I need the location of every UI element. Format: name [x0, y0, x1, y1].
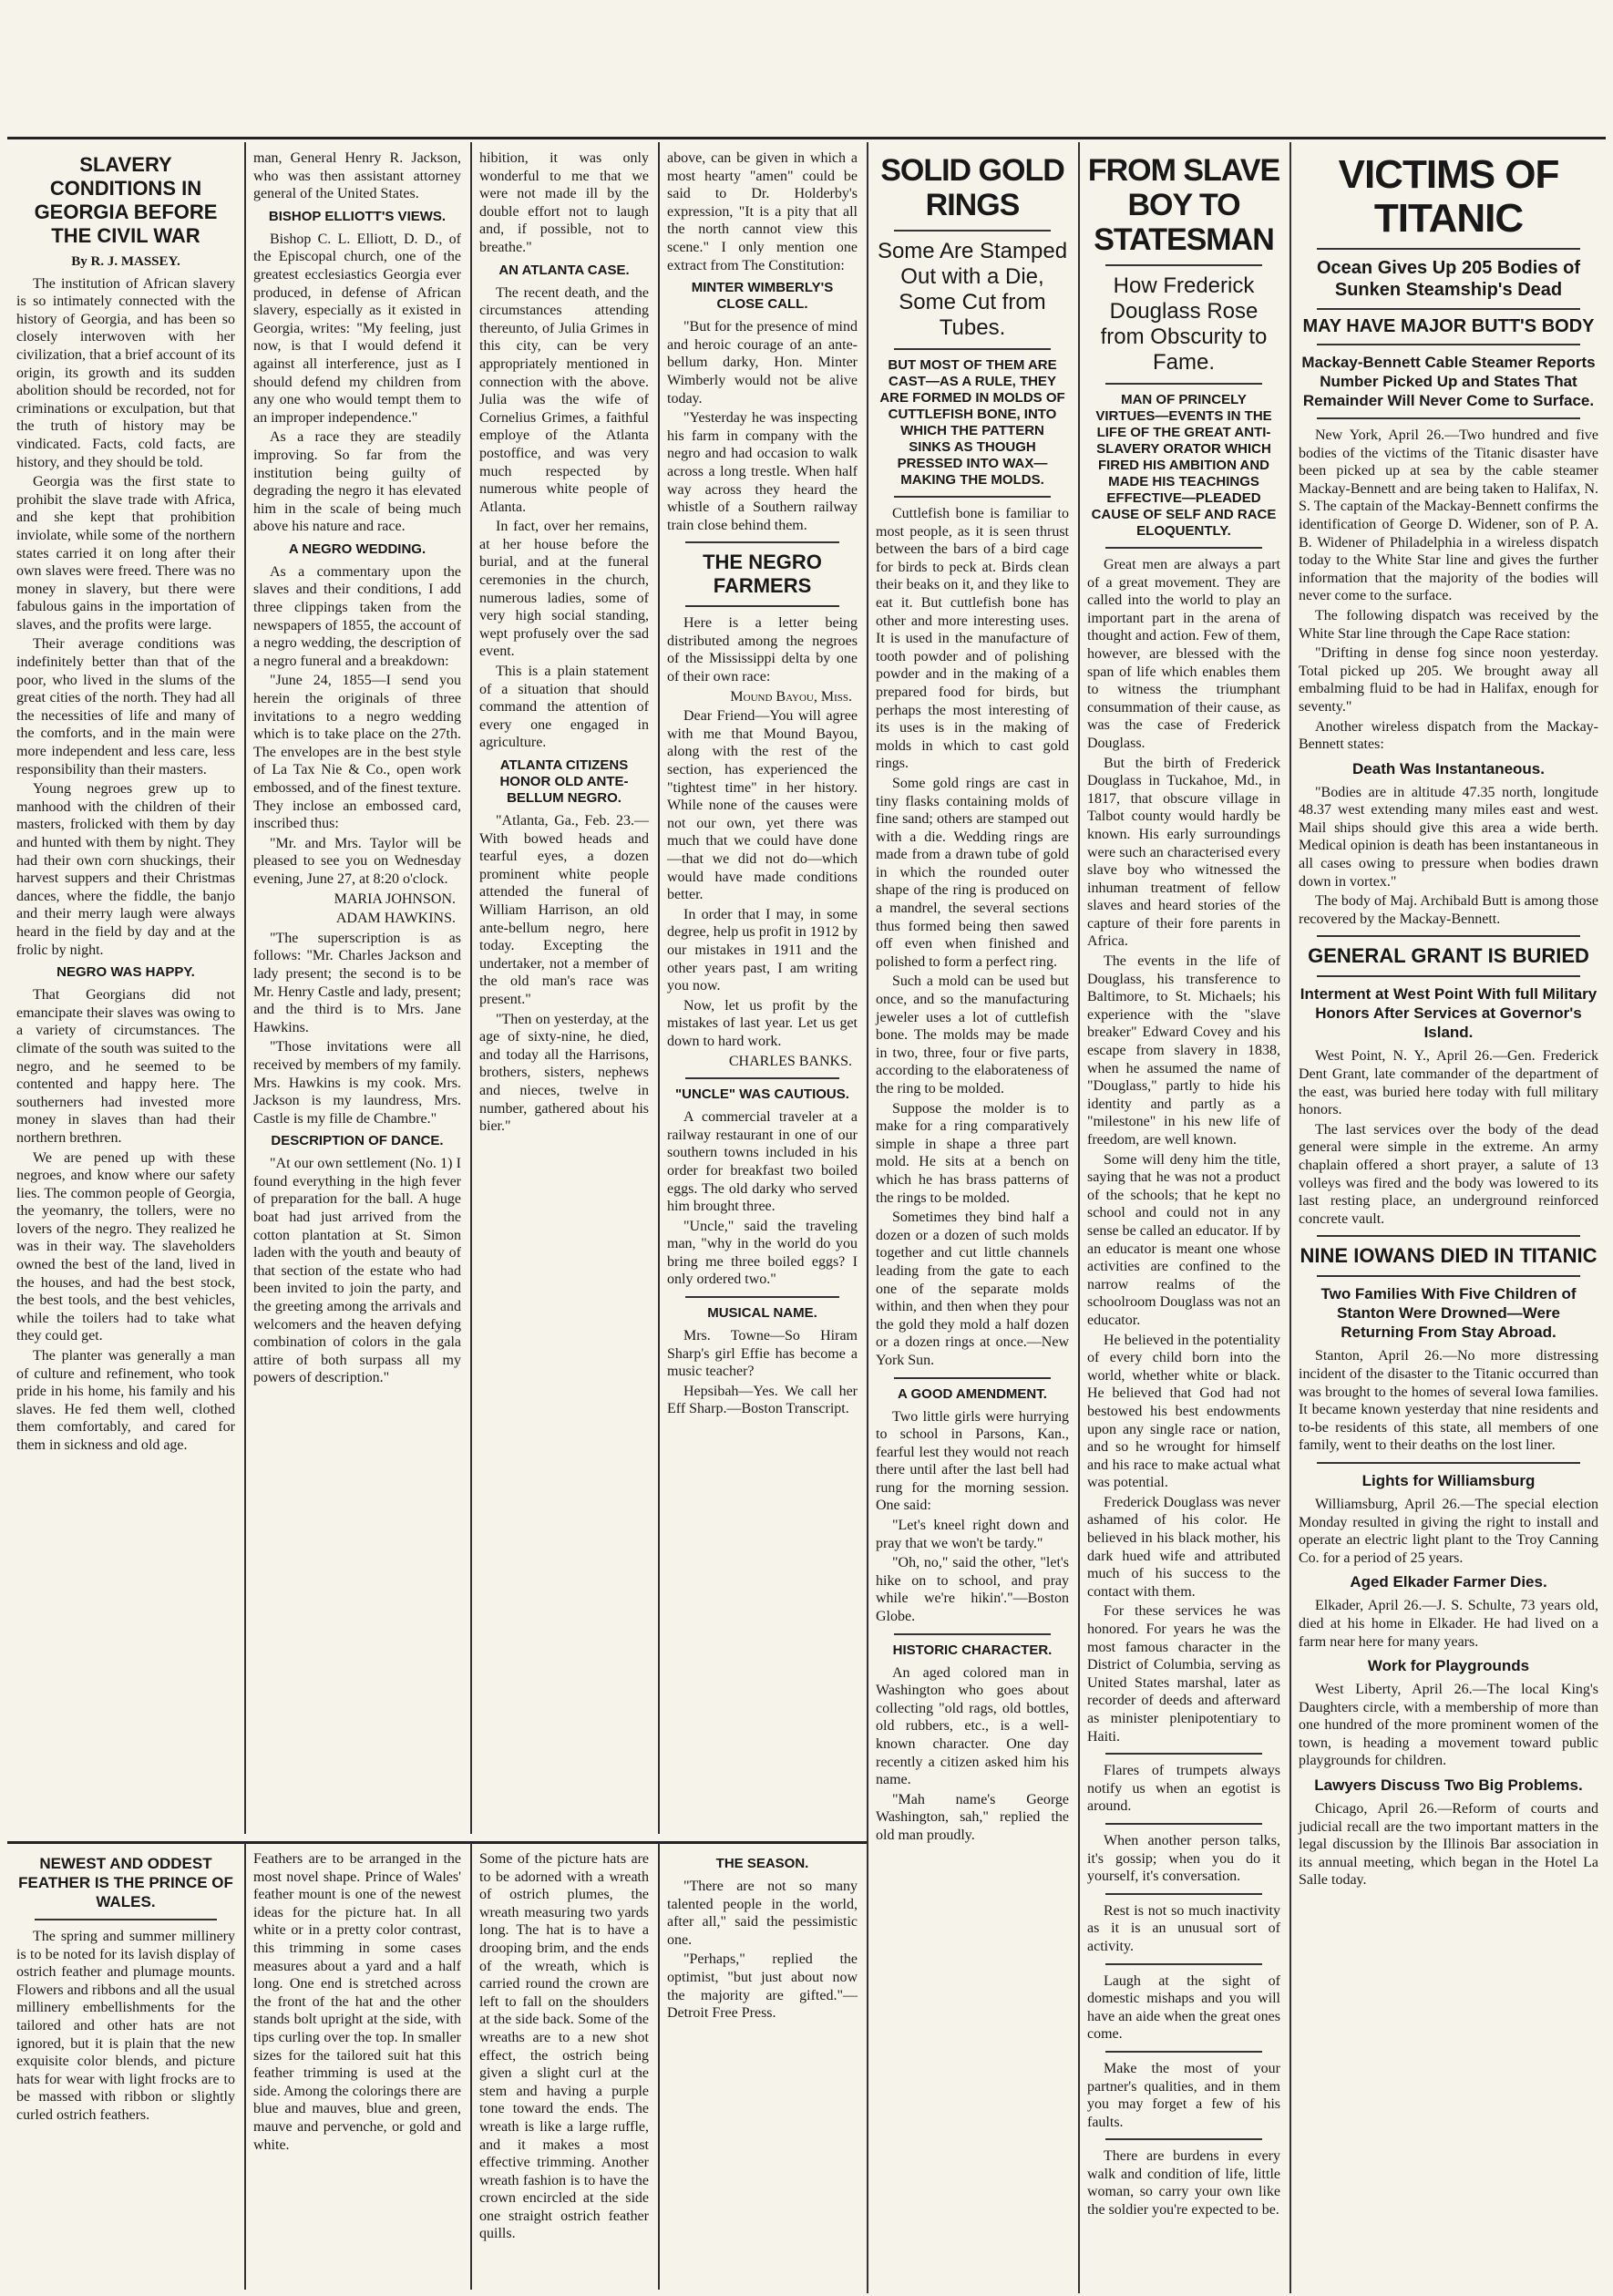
article-feather-continued-2 [472, 1847, 656, 2290]
divider [894, 496, 1051, 498]
paragraph: "Mah name's George Washington, sah," replied the old man proudly. [876, 1791, 1069, 1843]
subheading: MUSICAL NAME. [707, 1305, 817, 1322]
paragraph: This is a plain statement of a situation that should command the attention of every one engaged in agriculture. [479, 664, 649, 751]
paragraph: Dear Friend—You will agree with me that Mound Bayou, along with the rest of the section, has experienced the "tightest time" in her history. While none of the causes were not our own, yet there was much that we could have done—that we did not do—which would have made conditions better. [667, 708, 858, 903]
subheading: Lights for Williamsburg [1361, 1471, 1536, 1489]
paragraph: Their average conditions was indefinitely better than that of the poor, who lived in the slums of the great cities of the north. They had all the necessities of life and many of the comforts, and in the main were more independent and less care, less responsibility than their masters. [16, 636, 235, 777]
divider [1105, 1893, 1262, 1895]
divider [1317, 344, 1580, 345]
article-from-slave-boy-to-statesman [1080, 144, 1288, 2295]
subheading: A GOOD AMENDMENT. [898, 1385, 1047, 1402]
divider [1105, 383, 1262, 385]
paragraph: Some gold rings are cast in tiny flasks containing molds of fine sand; others are stamped out with a die. Wedding rings are made from a drawn tube of gold in which the rounded outer shape of the ring is produced on a mandrel, the several sections thus formed being then sawed off even when finished and polished to form a perfect ring. [876, 775, 1069, 970]
divider [894, 1377, 1051, 1379]
article-newest-feather [9, 1847, 242, 2290]
subheading: A NEGRO WEDDING. [288, 541, 426, 557]
signature: MARIA JOHNSON. [334, 891, 456, 907]
divider [1317, 1462, 1580, 1464]
divider [894, 1633, 1051, 1635]
paragraph: Chicago, April 26.—Reform of courts and judicial recall are the two important matters in the legal discussion by the Illinois Bar association in its annual meeting, which began in the Hotel La Salle today. [1299, 1801, 1598, 1889]
divider [1105, 547, 1262, 549]
paragraph: The events in the life of Douglass, his transference to Baltimore, to St. Michaels; his experience with the "slave breaker" Edward Covey and his escape from slavery in 1838, when he assumed the name of "Douglass," partly to hide his identity and partly as a "milestone" in his new life of freedom, are well known. [1087, 953, 1280, 1148]
article-victims-of-titanic [1291, 144, 1606, 2295]
paragraph: We are pened up with these negroes, and know where our safety lies. The common people of Georgia, the yeomanry, the tollers, were no lovers of the negro. They realized he was in their way. The slaveholders owned the best of the land, lived in the houses, and had the best stock, the best tools, and the best vehicles, while the toilers had to take what they could get. [16, 1149, 235, 1344]
headline: VICTIMS OF TITANIC [1338, 152, 1559, 241]
paragraph: New York, April 26.—Two hundred and five bodies of the victims of the Titanic disaster have been picked up at sea by the cable steamer Mackay-Bennett and are being taken to Halifax, N. S. The captain of the Mackay-Bennett confirms the identification of George D. Widener, son of P. A. B. Widener of Philadelphia in a wireless dispatch today to the White Star line and gives the further information that the majority of the bodies will never come to the surface. [1299, 427, 1598, 604]
headline: FROM SLAVE BOY TO STATESMAN [1087, 153, 1280, 257]
divider [1105, 1823, 1262, 1825]
paragraph: Suppose the molder is to make for a ring comparatively simple in shape a three part mold. He sits at a bench on which he has brass patterns of the rings to be molded. [876, 1100, 1069, 1206]
divider [1317, 417, 1580, 419]
divider [1317, 975, 1580, 977]
paragraph: "The superscription is as follows: "Mr. Charles Jackson and lady present; the second is to be Mr. Henry Castle and lady, present; and the third is to Mrs. Jane Hawkins. [253, 930, 461, 1035]
paragraph: He believed in the potentiality of every child born into the world, whether white or black. He believed that God had not bestowed his best endowments upon any single race or nation, and so he wrought for himself and his race to make actual what was potential. [1087, 1332, 1280, 1491]
divider [1105, 1963, 1262, 1965]
dateline: Mound Bayou, Miss. [730, 688, 852, 705]
headline: THE NEGRO FARMERS [703, 551, 822, 598]
divider [1105, 2138, 1262, 2140]
subheading: HISTORIC CHARACTER. [892, 1642, 1053, 1658]
paragraph: Here is a letter being distributed among the negroes of the Mississippi delta by one of their own race: [667, 615, 858, 685]
article-the-season [660, 1847, 865, 2290]
deck: How Frederick Douglass Rose from Obscurity to Fame. [1100, 273, 1268, 375]
headline: SOLID GOLD RINGS [880, 153, 1064, 222]
filler-item: Make the most of your partner's qualities, and in them you may forget a few of his faults. [1087, 2060, 1280, 2130]
paragraph: In order that I may, in some degree, help us profit in 1912 by our mistakes in 1911 and the other years past, I am writing you now. [667, 906, 858, 994]
signature: CHARLES BANKS. [728, 1053, 852, 1069]
bottom-band-rule [7, 1841, 867, 1844]
paragraph: Williamsburg, April 26.—The special election Monday resulted in giving the right to install and operate an electric light plant to the Troy Canning Co. for a period of 25 years. [1299, 1496, 1598, 1566]
subdeck: MAN OF PRINCELY VIRTUES—EVENTS IN THE LIFE OF THE GREAT ANTI-SLAVERY ORATOR WHICH FIRED HIS AMBITION AND MADE HIS TEACHINGS EFFECTIVE—PLEADED CAUSE OF SELF AND RACE ELOQUENTLY. [1091, 392, 1277, 539]
divider [1105, 2051, 1262, 2053]
paragraph: Some of the picture hats are to be adorned with a wreath of ostrich plumes, the wreath measuring two yards long. The hat is to have a drooping brim, and the ends of the wreath, which is carried round the crown are left to fall on the shoulders at the side back. Some of the wreaths are to a new shot effect, the ostrich being given a slight curl at the stem and having a purple tone toward the ends. The wreath is like a large ruffle, and it makes a most effective trimming. Another wreath fashion is to have the crown encircled at the side one straight ostrich feather quills. [479, 1851, 649, 2242]
paragraph: "At our own settlement (No. 1) I found everything in the high fever of preparation for the ball. A huge boat had just arrived from the cotton plantation at St. Simon laden with the youth and beauty of that section of the estate who had been invited to join the party, and the greeting among the arrivals and welcomers and the heaven defying combination of colors in the gala attire of both surpass all my powers of description." [253, 1156, 461, 1386]
paragraph: Mrs. Towne—So Hiram Sharp's girl Effie has become a music teacher? [667, 1328, 858, 1380]
divider [35, 1919, 217, 1920]
paragraph: Some will deny him the title, saying that he was not a product of the schools; that he kept no school and could not in any sense be called an educator. If by an educator is meant one whose activities are confined to the narrow realms of the schoolroom Douglass was not an educator. [1087, 1151, 1280, 1328]
divider [894, 230, 1051, 232]
divider [1105, 264, 1262, 266]
divider [1317, 1275, 1580, 1277]
filler-item: When another person talks, it's gossip; when you do it yourself, it's conversation. [1087, 1832, 1280, 1885]
paragraph: "Perhaps," replied the optimist, "but just about now the majority are gifted."—Detroit Free Press. [667, 1951, 858, 2022]
subheading: BISHOP ELLIOTT'S VIEWS. [268, 208, 447, 224]
paragraph: The following dispatch was received by the White Star line through the Cape Race station: [1299, 607, 1598, 642]
divider [1317, 1235, 1580, 1237]
deck: Interment at West Point With full Military Honors After Services at Governor's Island. [1300, 985, 1598, 1042]
filler-item: There are burdens in every walk and condition of life, little woman, so carry your own like the soldier you're expected to be. [1087, 2148, 1280, 2219]
article-continued-column-3 [472, 144, 656, 1836]
paragraph: Hepsibah—Yes. We call her Eff Sharp.—Boston Transcript. [667, 1383, 858, 1417]
paragraph: "But for the presence of mind and heroic courage of an ante-bellum darky, Hon. Minter Wimberly would not be alive today. [667, 319, 858, 407]
divider [685, 541, 839, 543]
headline: GENERAL GRANT IS BURIED [1308, 944, 1589, 968]
paragraph: The last services over the body of the dead general were simple in the extreme. An army chaplain offered a short prayer, a salute of 13 volleys was fired and the body was lowered to its last resting place, an underground reinforced concrete vault. [1299, 1121, 1598, 1227]
paragraph: "Uncle," said the traveling man, "why in the world do you bring me three boiled eggs? I only ordered two." [667, 1218, 858, 1288]
paragraph: Such a mold can be used but once, and so the manufacturing jeweler uses a lot of cuttlefish bone. The molds may be made in two, three, four or five parts, according to the elaborateness of the ring to be molded. [876, 973, 1069, 1097]
filler-item: Laugh at the sight of domestic mishaps and you will have an aide when the great ones come. [1087, 1972, 1280, 2043]
article-continued-column-2 [246, 144, 468, 1836]
paragraph: "Drifting in dense fog since noon yesterday. Total picked up 205. We brought away all embalming fluid to be had in Halifax, enough for seventy." [1299, 645, 1598, 715]
paragraph: For these services he was honored. For years he was the most famous character in the District of Columbia, serving as United States marshal, later as recorder of deeds and afterward as minister plenipotentiary to Haiti. [1087, 1603, 1280, 1745]
paragraph: Two little girls were hurrying to school in Parsons, Kan., fearful lest they would not reach there until after the last bell had rung for the morning session. One said: [876, 1408, 1069, 1514]
subheading: MINTER WIMBERLY'S CLOSE CALL. [691, 280, 834, 313]
paragraph: The institution of African slavery is so intimately connected with the history of Georgia, and has been so closely interwoven with her civilization, that a brief account of its origin, its growth and its sudden abolition should be recorded, not for criminations or exculpation, but that the truth of history may be vindicated. Facts, cold facts, are history, and they should be told. [16, 275, 235, 470]
paragraph: "Let's kneel right down and pray that we won't be tardy." [876, 1518, 1069, 1551]
top-margin [0, 4, 1613, 131]
article-solid-gold-rings [868, 144, 1076, 2295]
subheading: Death Was Instantaneous. [1352, 759, 1545, 777]
subheading: Lawyers Discuss Two Big Problems. [1314, 1776, 1583, 1795]
paragraph: Another wireless dispatch from the Mackay-Bennett states: [1299, 718, 1598, 753]
paragraph: "Then on yesterday, at the age of sixty-nine, he died, and today all the Harrisons, brothers, sisters, nephews and nieces, twelve in number, gathered about his bier." [479, 1011, 649, 1135]
headline: SLAVERY CONDITIONS IN GEORGIA BEFORE THE CIVIL WAR [34, 153, 218, 247]
paragraph: Frederick Douglass was never ashamed of his color. He believed in his black mother, his dark hued wife and attributed much of his success to the contact with them. [1087, 1494, 1280, 1600]
paragraph: man, General Henry R. Jackson, who was then assistant attorney general of the United States. [253, 150, 461, 202]
subdeck: Mackay-Bennett Cable Steamer Reports Number Picked Up and States That Remainder Will Never Come to Surface. [1301, 354, 1596, 409]
paragraph: Young negroes grew up to manhood with the children of their masters, frolicked with them by day and hunted with them by night. They had their own corn shuckings, their harvest suppers and their Christmas dances, where the fiddle, the banjo and their merry laugh were always heard in the field by day and at the frolic by night. [16, 781, 235, 958]
paragraph: Georgia was the first state to prohibit the slave trade with Africa, and she kept that prohibition inviolate, while some of the northern states carried it on long after their own slaves were freed. There was no money in slavery, but there were fabulous gains in the importation of slaves, and the profits were large. [16, 474, 235, 633]
paragraph: As a commentary upon the slaves and their conditions, I add three clippings taken from the newspapers of 1855, the account of a negro wedding, the description of a negro funeral and a breakdown: [253, 563, 461, 669]
paragraph: above, can be given in which a most hearty "amen" could be said to Dr. Holderby's expression, "It is a pity that all the north cannot view this scene." I only mention one extract from The Constitution: [667, 150, 858, 273]
signature: ADAM HAWKINS. [335, 911, 456, 927]
subheading: DESCRIPTION OF DANCE. [271, 1133, 444, 1149]
subheading: AN ATLANTA CASE. [498, 262, 630, 278]
divider [1105, 1753, 1262, 1755]
deck: Some Are Stamped Out with a Die, Some Cut from Tubes. [877, 239, 1068, 340]
paragraph: A commercial traveler at a railway restaurant in one of our southern towns included in his order for breakfast two boiled eggs. The old darky who served him brought three. [667, 1109, 858, 1215]
subheading: "UNCLE" WAS CAUTIOUS. [675, 1086, 849, 1103]
subheading: NEGRO WAS HAPPY. [57, 964, 195, 981]
paragraph: Now, let us profit by the mistakes of last year. Let us get down to hard work. [667, 997, 858, 1049]
paragraph: The spring and summer millinery is to be noted for its lavish display of ostrich feather and plumage mounts. Flowers and ribbons and all the usual millinery embellishments for the tailored and other hats are not ignored, but it is plain that the new exquisite color blends, and picture hats for wear with light frocks are to be massed with ribbon or slightly curled ostrich feathers. [16, 1929, 235, 2123]
paragraph: "Atlanta, Ga., Feb. 23.—With bowed heads and tearful eyes, a dozen prominent white people attended the funeral of William Harrison, an old ante-bellum negro, here today. Excepting the undertaker, not a member of the old man's race was present." [479, 813, 649, 1007]
divider [685, 605, 839, 607]
subheading: THE SEASON. [715, 1856, 809, 1871]
paragraph: West Liberty, April 26.—The local King's Daughters circle, with a membership of more than one hundred of the more prominent women of the town, is heading a movement toward public playgrounds for children. [1299, 1682, 1598, 1769]
filler-quote: Flares of trumpets always notify us when an egotist is around. [1087, 1763, 1280, 1815]
paragraph: Great men are always a part of a great movement. They are called into the world to play an important part in the arena of thought and action. Few of them, however, are blessed with the span of life which enables them to witness the triumphant consummation of their cause, as was the case of Frederick Douglass. [1087, 557, 1280, 751]
paragraph: Feathers are to be arranged in the most novel shape. Prince of Wales' feather mount is one of the newest ideas for the picture hat. In all white or in a pretty color contrast, this trimming in some cases measures about a yard and a half long. One end is stretched across the front of the hat and the other stands bolt upright at the side, with tips curling over the top. In smaller sizes for the tailored suit hat this feather trimming is used at the side. Among the colorings there are blue and mauves, blue and green, mauve and pervenche, or gold and white. [253, 1851, 461, 2153]
article-feather-continued [246, 1847, 468, 2290]
deck: Two Families With Five Children of Stanton Were Drowned—Were Returning From Stay Abroad. [1320, 1285, 1577, 1342]
paragraph: "There are not so many talented people in the world, after all," said the pessimistic one. [667, 1879, 858, 1948]
paragraph: An aged colored man in Washington who goes about collecting "old rags, old bottles, old rubbers, etc., is a well-known character. One day recently a citizen asked him his name. [876, 1664, 1069, 1788]
paragraph: "Bodies are in altitude 47.35 north, longitude 48.37 west extending many miles east and west. Mail ships should give this area a wide berth. Medical opinion is death has been instantaneous in all cases owing to pressure when bodies drawn down in vortex." [1299, 784, 1598, 890]
article-slavery-conditions [9, 144, 242, 1836]
paragraph: "June 24, 1855—I send you herein the originals of three invitations to a negro wedding which is to take place on the 27th. The envelopes are in the best style of La Tax Nie & Co., open work embossed, and of the finest texture. They inclose an embossed card, inscribed thus: [253, 673, 461, 832]
paragraph: "Oh, no," said the other, "let's hike on to school, and pray while we're hikin'."—Boston Globe. [876, 1555, 1069, 1625]
subheading: Aged Elkader Farmer Dies. [1350, 1573, 1547, 1591]
divider [685, 1296, 839, 1298]
paragraph: "Mr. and Mrs. Taylor will be pleased to see you on Wednesday evening, June 27, at 8:20 o'clock. [253, 835, 461, 887]
paragraph: But the birth of Frederick Douglass in Tuckahoe, Md., in 1817, that obscure village in Talbot county would hardly be known. His early surroundings were such an characterised every slave boy who witnessed the inhuman treatment of fellow slaves and heard stories of the capture of their fore parents in Africa. [1087, 755, 1280, 950]
paragraph: "Those invitations were all received by members of my family. Mrs. Hawkins is my cook. Mrs. Jackson is my laundress, Mrs. Castle is my fille de Chambre." [253, 1039, 461, 1127]
paragraph: The planter was generally a man of culture and refinement, who took pride in his home, his family and his slaves. He fed them well, clothed them comfortably, and cared for them in sickness and old age. [16, 1348, 235, 1453]
paragraph: The recent death, and the circumstances attending thereunto, of Julia Grimes in this city, can be very appropriately mentioned in connection with the above. Julia was the wife of Cornelius Grimes, a faithful employe of the Atlanta postoffice, and was very much respected by numerous white people of Atlanta. [479, 284, 649, 515]
headline: NINE IOWANS DIED IN TITANIC [1300, 1244, 1598, 1268]
divider [1317, 248, 1580, 250]
paragraph: Stanton, April 26.—No more distressing incident of the disaster to the Titanic occurred than was brought to the homes of several Iowa families. It became known yesterday that nine residents and to-be residents of this state, all members of one family, went to their deaths on the lost liner. [1299, 1348, 1598, 1454]
paragraph: The body of Maj. Archibald Butt is among those recovered by the Mackay-Bennett. [1299, 893, 1598, 927]
subdeck: BUT MOST OF THEM ARE CAST—AS A RULE, THEY ARE FORMED IN MOLDS OF CUTTLEFISH BONE, INTO WHICH THE PATTERN SINKS AS THOUGH PRESSED INTO WAX—MAKING THE MOLDS. [879, 357, 1065, 488]
byline: By R. J. MASSEY. [71, 254, 180, 269]
article-continued-column-4 [660, 144, 865, 1836]
divider [1317, 308, 1580, 310]
divider [685, 1077, 839, 1079]
paragraph: Bishop C. L. Elliott, D. D., of the Episcopal church, one of the greatest ecclesiastics Georgia ever produced, in defense of African slavery, especially as it existed in Georgia, writes: "My feeling, just now, is that I would defend it against all interference, just as I should defend my children from any one who would tempt them to an improper independence." [253, 231, 461, 426]
paragraph: West Point, N. Y., April 26.—Gen. Frederick Dent Grant, late commander of the department of the east, was buried here today with full military honors. [1299, 1048, 1598, 1118]
paragraph: That Georgians did not emancipate their slaves was owing to a variety of circumstances. The climate of the south was suited to the negro, and he seemed to be contented and happy here. The southerners had invested more money in slaves than had their northern brethren. [16, 987, 235, 1146]
headline: NEWEST AND ODDEST FEATHER IS THE PRINCE OF WALES. [18, 1855, 233, 1910]
top-rule [7, 137, 1606, 139]
paragraph: Sometimes they bind half a dozen or a dozen of such molds together and cut little channels leading from the gate to each one of the separate molds within, and then when they pour the gold they mold a half dozen or a dozen rings at once.—New York Sun. [876, 1210, 1069, 1368]
paragraph: Elkader, April 26.—J. S. Schulte, 73 years old, died at his home in Elkader. He had lived on a farm near here for many years. [1299, 1598, 1598, 1650]
divider [1317, 935, 1580, 937]
deck: Ocean Gives Up 205 Bodies of Sunken Steamship's Dead [1317, 258, 1580, 300]
divider [894, 348, 1051, 350]
filler-item: Rest is not so much inactivity as it is an unusual sort of activity. [1087, 1902, 1280, 1954]
paragraph: In fact, over her remains, at her house before the burial, and at the funeral ceremonies in the church, numerous ladies, some of very high social standing, wept profusely over the sad event. [479, 519, 649, 660]
subheading: ATLANTA CITIZENS HONOR OLD ANTE-BELLUM NEGRO. [499, 757, 629, 806]
subheading: Work for Playgrounds [1367, 1657, 1530, 1675]
subheadline: MAY HAVE MAJOR BUTT'S BODY [1302, 316, 1595, 336]
paragraph: "Yesterday he was inspecting his farm in company with the negro and had occasion to walk across a long trestle. When half way across they heard the whistle of a Southern railway train close behind them. [667, 410, 858, 533]
paragraph: Cuttlefish bone is familiar to most people, as it is seen thrust between the bars of a bird cage for birds to peck at. Birds clean their beaks on it, and they like to eat it. But cuttlefish bone has other and more interesting uses. It is used in the manufacture of tooth powder and of polishing powder and in the making of a prepared food for birds, but perhaps the most interesting of its uses is in the making of molds in which to cast gold rings. [876, 506, 1069, 772]
paragraph: As a race they are steadily improving. So far from the institution being guilty of degrading the negro it has elevated him in the scale of being much above his nature and race. [253, 429, 461, 535]
paragraph: hibition, it was only wonderful to me that we were not made ill by the double effort not to laugh and, if possible, not to breathe." [479, 150, 649, 255]
